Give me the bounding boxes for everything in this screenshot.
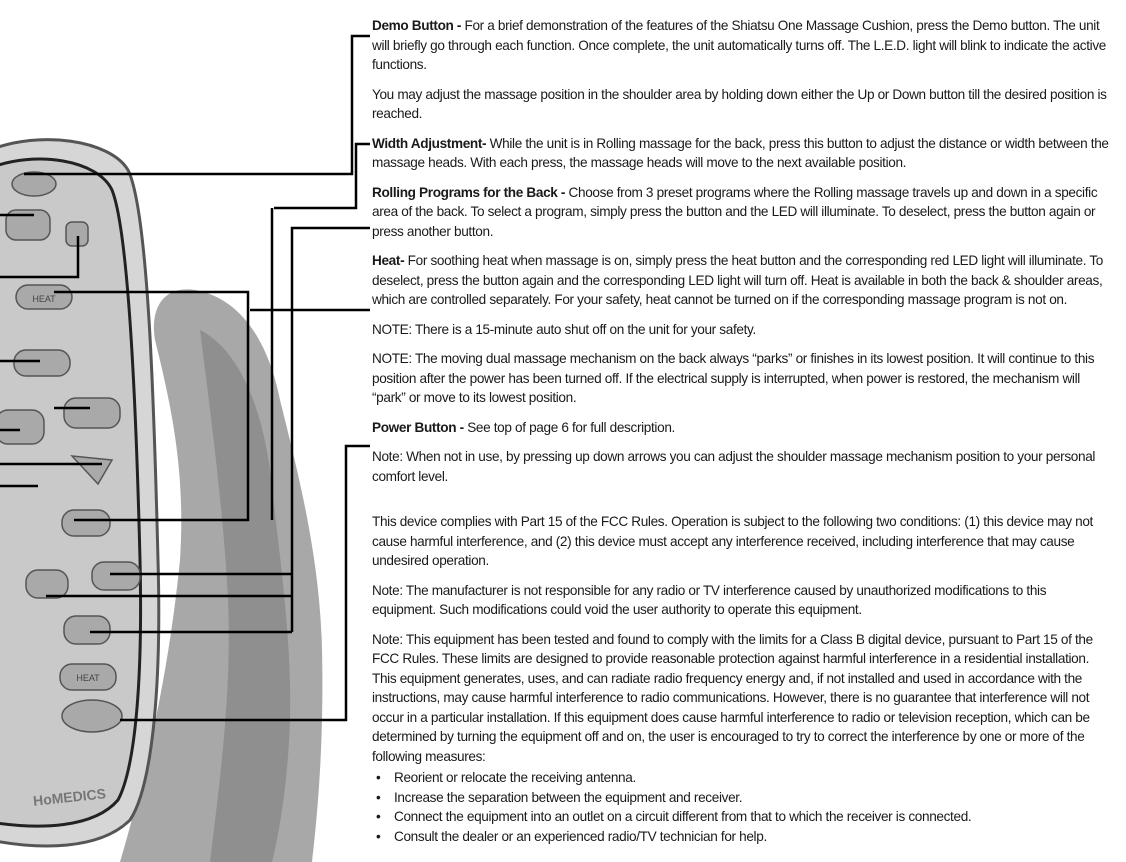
heat-label-bottom: HEAT — [76, 673, 100, 683]
measure-2: Increase the separation between the equipment and receiver. — [394, 789, 743, 805]
back-button-2-shape — [26, 570, 68, 598]
demo-title: Demo Button - — [372, 18, 465, 33]
measure-3: Connect the equipment into an outlet on a circuit different from that to which the receiver is connected. — [394, 809, 972, 824]
bullet-1: • — [376, 770, 381, 785]
measure-item — [372, 827, 1112, 847]
measures-list — [372, 768, 1112, 846]
remote-illustration — [0, 0, 370, 862]
fcc-part15: This device complies with Part 15 of the FCC Rules. Operation is subject to the following two conditions: (1) this device may not cause harmful interference, and (2) this device must accept any interference received, including interference that may cause undesired operation. — [372, 514, 1093, 568]
measure-item — [372, 768, 1112, 788]
note-manufacturer: Note: The manufacturer is not responsible for any radio or TV interference caused by unauthorized modifications to this equipment. Such modifications could void the user authority to operate this equipment. — [372, 582, 1047, 617]
bullet-3: • — [376, 809, 381, 824]
measure-1: Reorient or relocate the receiving antenna. — [394, 770, 636, 785]
bullet-2: • — [376, 789, 381, 805]
power-title: Power Button - — [372, 419, 468, 435]
section-demo — [372, 16, 1112, 75]
callout-width-2 — [274, 144, 370, 208]
back-button-3-shape — [92, 562, 140, 590]
note-arrows: Note: When not in use, by pressing up down arrows you can adjust the shoulder massage mechanism position to your personal comfort level. — [372, 449, 1096, 484]
section-power — [372, 418, 1112, 438]
section-adjust: You may adjust the massage position in the shoulder area by holding down either the Up or Down button till the desired position is reached. — [372, 86, 1107, 121]
note-park: NOTE: The moving dual massage mechanism on the back always “parks” or finishes in its lowest position. It will continue to this position after the power has been turned off. If the electrical supply is interrupted, when power is restored, the mechanism will “park” or move to its lowest position. — [372, 351, 1095, 405]
power-button-shape — [62, 700, 122, 732]
heat-text: For soothing heat when massage is on, simply press the heat button and the corresponding red LED light will illuminate. To deselect, press the button again and the corresponding LED light will turn off. Heat is available in both the back & shoulder areas, which are controlled separately. For your safety, heat cannot be turned on if the corresponding massage program is not on. — [372, 253, 1103, 307]
note-classb: Note: This equipment has been tested and found to comply with the limits for a Class B digital device, pursuant to Part 15 of the FCC Rules. These limits are designed to provide reasonable protection against harmful interference in a residential installation. This equipment generates, uses, and can radiate radio frequency energy and, if not installed and used in accordance with the instructions, may cause harmful interference to radio communications. However, there is no guarantee that interference will not occur in a particular installation. If this equipment does cause harmful interference to radio or television reception, which can be determined by turning the equipment off and on, the user is encouraged to try to correct the interference by one or more of the following measures: — [372, 631, 1093, 764]
back-button-1-shape — [62, 510, 110, 536]
section-rolling — [372, 183, 1112, 242]
width-text: While the unit is in Rolling massage for the back, press this button to adjust the distance or width between the massage heads. With each press, the massage heads will move to the next available position. — [372, 135, 1109, 170]
measure-item — [372, 788, 1112, 808]
back-button-4-shape — [64, 616, 110, 644]
brand-logo: HoMEDICS — [32, 785, 107, 809]
bullet-4: • — [376, 828, 381, 844]
demo-text: For a brief demonstration of the features of the Shiatsu One Massage Cushion, press the Demo button. The unit will briefly go through each function. Once complete, the unit automatically turns off. The L.E.D. light will blink to indicate the active functions. — [372, 18, 1107, 72]
measure-item — [372, 807, 1112, 827]
shoulder-button-3-shape — [64, 398, 120, 428]
demo-button-shape — [12, 172, 56, 196]
section-width — [372, 134, 1112, 173]
rolling-text: Choose from 3 preset programs where the Rolling massage travels up and down in a specific area of the back. To select a program, simply press the button and the LED will illuminate. To deselect, press the button again or press another button. — [372, 184, 1098, 239]
power-text: See top of page 6 for full description. — [467, 419, 675, 435]
section-heat — [372, 251, 1112, 310]
shoulder-button-1-shape — [14, 350, 70, 376]
instructions-text — [372, 16, 1112, 846]
note-autooff: NOTE: There is a 15-minute auto shut off on the unit for your safety. — [372, 321, 756, 337]
shoulder-button-2-shape — [0, 410, 44, 444]
heat-label-top: HEAT — [32, 294, 56, 304]
width-title: Width Adjustment- — [372, 135, 490, 151]
measure-4: Consult the dealer or an experienced radio/TV technician for help. — [394, 828, 767, 844]
rolling-title: Rolling Programs for the Back - — [372, 184, 569, 200]
heat-title: Heat- — [372, 253, 408, 268]
